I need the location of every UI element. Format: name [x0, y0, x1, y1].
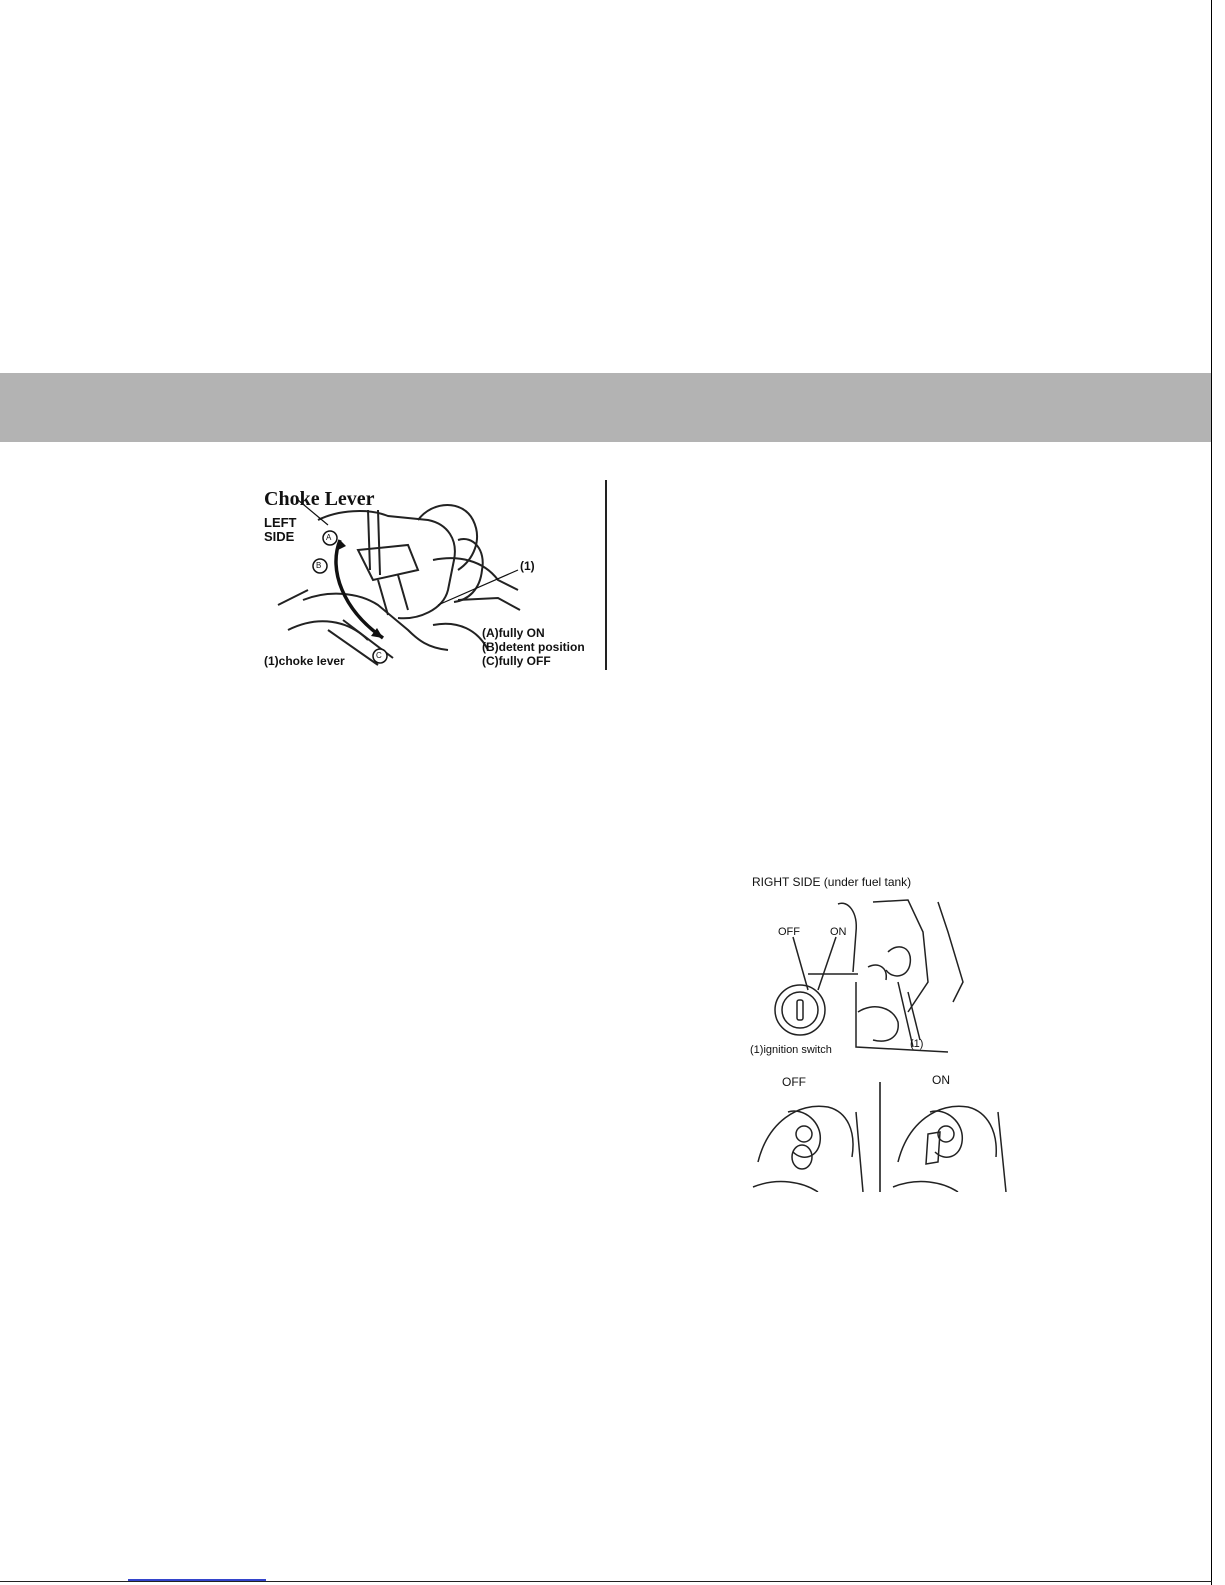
position-marker-a: A: [326, 533, 332, 542]
footer-link-underline[interactable]: [128, 1579, 266, 1581]
position-c-label: (C)fully OFF: [482, 654, 551, 668]
callout-label: (1): [520, 559, 535, 573]
page-edge: [1211, 0, 1212, 1585]
position-marker-c: C: [376, 651, 382, 660]
position-marker-b: B: [316, 561, 322, 570]
ignition-switch-figure: [748, 872, 1010, 1192]
bottom-on-label: ON: [932, 1073, 950, 1087]
off-label: OFF: [778, 926, 800, 938]
ignition-switch-drawing: [748, 872, 1010, 1192]
footer-rule: [0, 1581, 1212, 1582]
choke-lever-figure: [258, 480, 608, 672]
side-label-line2: SIDE: [264, 529, 295, 544]
header-band: [0, 373, 1211, 442]
position-a-label: (A)fully ON: [482, 626, 545, 640]
figure-title: Choke Lever: [264, 488, 375, 510]
figure-divider: [605, 480, 607, 670]
ignition-callout: (1): [910, 1038, 924, 1050]
on-label: ON: [830, 926, 847, 938]
ignition-figure-title: RIGHT SIDE (under fuel tank): [752, 875, 912, 889]
side-label-line1: LEFT: [264, 515, 297, 530]
bottom-off-label: OFF: [782, 1075, 806, 1089]
figure-caption: (1)choke lever: [264, 654, 345, 668]
ignition-caption: (1)ignition switch: [750, 1044, 832, 1056]
position-b-label: (B)detent position: [482, 640, 585, 654]
